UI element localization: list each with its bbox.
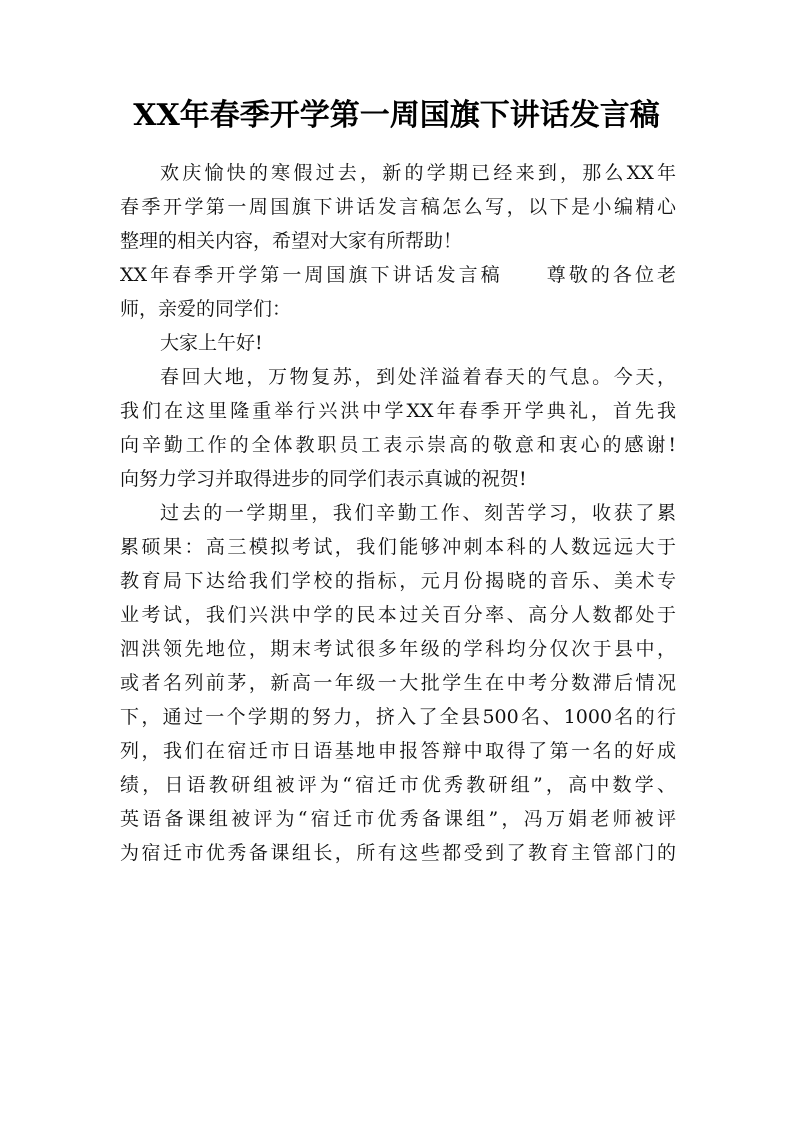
text-line: 累硕果：高三模拟考试，我们能够冲刺本科的人数远远大于 — [120, 536, 676, 558]
text-line: 或者名列前茅，新高一年级一大批学生在中考分数滞后情况 — [120, 672, 676, 694]
text-line: 为宿迁市优秀备课组长，所有这些都受到了教育主管部门的 — [120, 842, 676, 864]
text-line: 教育局下达给我们学校的指标，元月份揭晓的音乐、美术专 — [120, 570, 676, 592]
text-line: 英语备课组被评为“宿迁市优秀备课组”，冯万娟老师被评 — [120, 808, 676, 830]
text-line: 列，我们在宿迁市日语基地申报答辩中取得了第一名的好成 — [120, 740, 676, 762]
text-line: XX年春季开学第一周国旗下讲话发言稿 尊敬的各位老 — [120, 264, 676, 286]
text-line: 师，亲爱的同学们： — [120, 298, 292, 320]
text-line: 整理的相关内容，希望对大家有所帮助！ — [120, 230, 463, 252]
text-line: 向辛勤工作的全体教职员工表示崇高的敬意和衷心的感谢! — [120, 434, 676, 456]
text-line: 业考试，我们兴洪中学的民本过关百分率、高分人数都处于 — [120, 604, 676, 626]
text-line: 下，通过一个学期的努力，挤入了全县500名、1000名的行 — [120, 706, 676, 728]
text-line: 春季开学第一周国旗下讲话发言稿怎么写，以下是小编精心 — [120, 196, 676, 218]
text-line: 绩，日语教研组被评为“宿迁市优秀教研组”，高中数学、 — [120, 774, 676, 796]
text-line: 大家上午好! — [160, 332, 263, 354]
text-line: 春回大地，万物复苏，到处洋溢着春天的气息。今天， — [160, 366, 676, 388]
text-line: 我们在这里隆重举行兴洪中学XX年春季开学典礼，首先我 — [120, 400, 676, 422]
text-line: 泗洪领先地位，期末考试很多年级的学科均分仅次于县中， — [120, 638, 676, 660]
document-body — [120, 156, 676, 870]
document-title: XX年春季开学第一周国旗下讲话发言稿 — [133, 98, 660, 133]
text-line: 向努力学习并取得进步的同学们表示真诚的祝贺! — [120, 468, 527, 490]
text-line: 欢庆愉快的寒假过去，新的学期已经来到，那么XX年 — [160, 162, 676, 184]
text-line: 过去的一学期里，我们辛勤工作、刻苦学习，收获了累 — [160, 502, 676, 524]
